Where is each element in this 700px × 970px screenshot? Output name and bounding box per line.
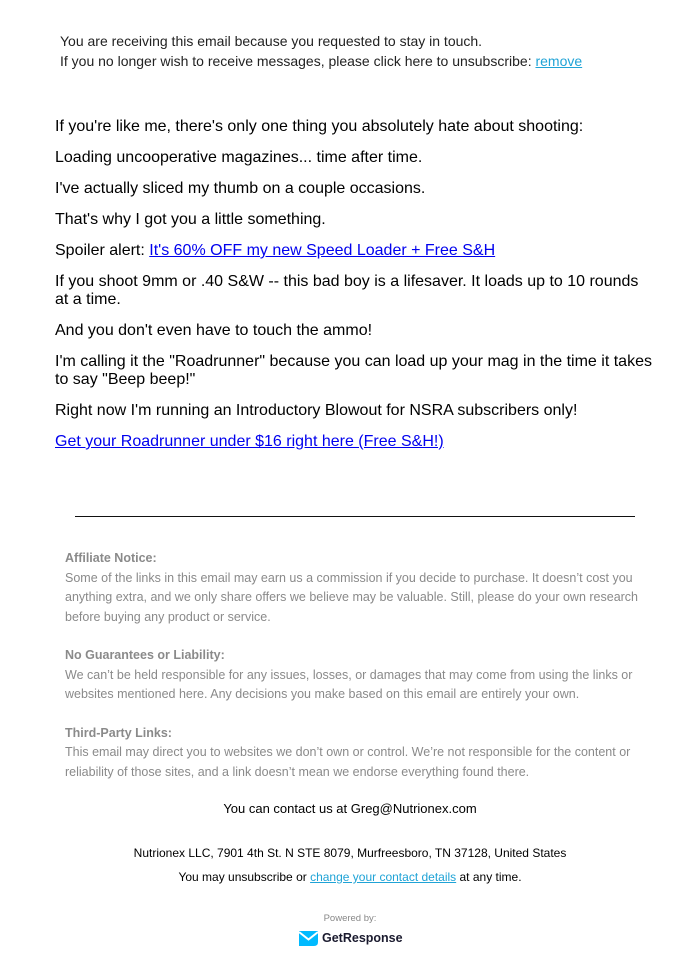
getresponse-logo[interactable] [299, 929, 403, 947]
body-paragraph-5 [55, 242, 655, 260]
body-paragraph-7: And you don't even have to touch the ammo! [55, 322, 373, 339]
body-paragraph-3: I've actually sliced my thumb on a couple occasions. [55, 180, 426, 197]
contact-line: You can contact us at Greg@Nutrionex.com [223, 801, 477, 816]
third-party-notice-text: This email may direct you to websites we don’t own or control. We’re not responsible for the content or reliability of those sites, and a link doesn’t mean we endorse everything found there. [65, 745, 631, 779]
body-paragraph-6: If you shoot 9mm or .40 S&W -- this bad boy is a lifesaver. It loads up to 10 rounds at a time. [55, 273, 639, 308]
notice-line-2-text: If you no longer wish to receive messages, please click here to unsubscribe: [60, 53, 536, 69]
top-notice [60, 31, 582, 71]
affiliate-notice [65, 549, 645, 627]
legal-notices [65, 549, 645, 801]
getresponse-brand-name: GetResponse [322, 931, 403, 945]
affiliate-notice-text: Some of the links in this email may earn us a commission if you decide to purchase. It doesn’t cost you anything extra, and we only share offers we believe may be valuable. Still, please do your own research before buying any product or service. [65, 570, 639, 624]
unsubscribe-prefix: You may unsubscribe or [178, 870, 311, 884]
speed-loader-offer-link[interactable]: It's 60% OFF my new Speed Loader + Free S&H [149, 242, 496, 259]
third-party-notice [65, 724, 645, 783]
body-paragraph-8: I'm calling it the "Roadrunner" because you can load up your mag in the time it takes to say "Beep beep!" [55, 353, 652, 388]
roadrunner-cta-link[interactable]: Get your Roadrunner under $16 right here (Free S&H!) [55, 433, 444, 450]
unsubscribe-line [0, 870, 700, 884]
affiliate-notice-title: Affiliate Notice: [65, 551, 157, 565]
remove-link[interactable]: remove [535, 53, 583, 69]
liability-notice-title: No Guarantees or Liability: [65, 648, 225, 662]
section-divider [75, 516, 635, 517]
body-paragraph-1: If you're like me, there's only one thing you absolutely hate about shooting: [55, 118, 584, 135]
spoiler-label: Spoiler alert: [55, 242, 150, 259]
liability-notice-text: We can’t be held responsible for any issues, losses, or damages that may come from using the links or websites mentioned here. Any decisions you make based on this email are entirely your own. [65, 667, 633, 701]
company-address: Nutrionex LLC, 7901 4th St. N STE 8079, Murfreesboro, TN 37128, United States [133, 846, 567, 860]
notice-line-2 [60, 51, 582, 71]
email-body [55, 118, 655, 464]
body-paragraph-cta [55, 433, 655, 451]
notice-line-1: You are receiving this email because you requested to stay in touch. [60, 33, 483, 49]
body-paragraph-9: Right now I'm running an Introductory Blowout for NSRA subscribers only! [55, 402, 578, 419]
body-paragraph-2: Loading uncooperative magazines... time after time. [55, 149, 423, 166]
unsubscribe-suffix: at any time. [456, 870, 522, 884]
third-party-notice-title: Third-Party Links: [65, 725, 172, 740]
body-paragraph-4: That's why I got you a little something. [55, 211, 326, 228]
change-contact-details-link[interactable]: change your contact details [310, 870, 457, 884]
envelope-icon [299, 931, 318, 946]
powered-by-label: Powered by: [323, 913, 377, 924]
liability-notice [65, 646, 645, 705]
